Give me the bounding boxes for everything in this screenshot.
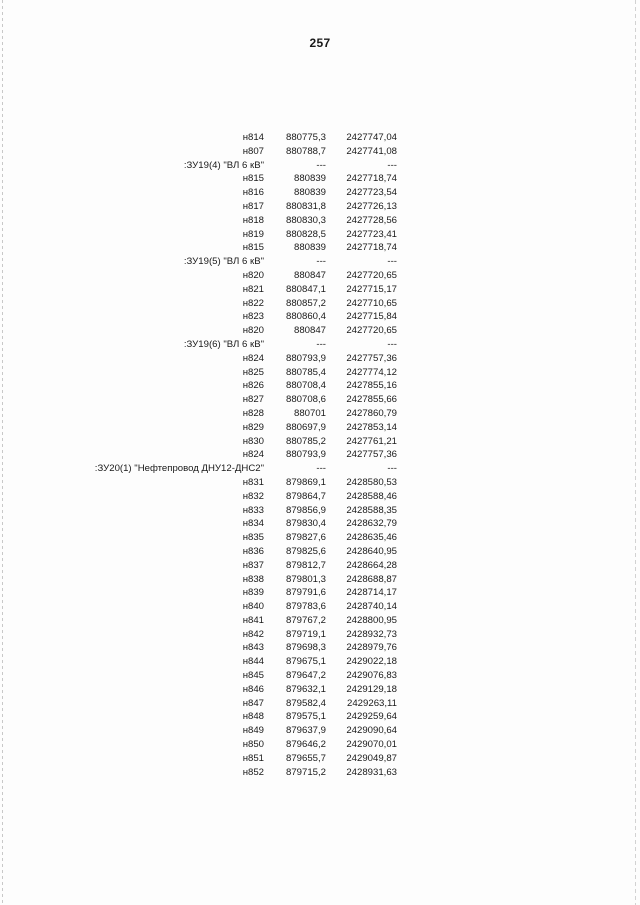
y-coordinate-cell: 2427757,36 <box>346 449 397 461</box>
y-coordinate-cell: 2428635,46 <box>346 532 397 544</box>
y-coordinate-cell: 2427757,36 <box>346 352 397 364</box>
table-row <box>80 366 397 380</box>
y-coordinate-cell: 2428588,35 <box>346 504 397 516</box>
x-coordinate-cell: 879767,2 <box>285 614 326 626</box>
y-coordinate-cell: --- <box>387 159 397 171</box>
x-coordinate-cell: 879632,1 <box>285 683 326 695</box>
y-coordinate-cell: 2428640,95 <box>346 545 397 557</box>
x-coordinate-cell: 879655,7 <box>285 752 326 764</box>
point-name-cell: н824 <box>242 449 264 461</box>
x-coordinate-cell: 880775,3 <box>285 132 326 143</box>
x-coordinate-cell: 880860,4 <box>285 311 326 323</box>
point-name-cell: н849 <box>242 725 264 737</box>
x-coordinate-cell: 879825,6 <box>285 545 326 557</box>
y-coordinate-cell: 2427710,65 <box>346 297 397 309</box>
x-coordinate-cell: 880785,2 <box>285 435 326 447</box>
x-coordinate-cell: 880788,7 <box>285 145 326 157</box>
point-name-cell: н839 <box>242 587 264 599</box>
point-name-cell: н836 <box>242 545 264 557</box>
x-coordinate-cell: 879675,1 <box>285 656 326 668</box>
y-coordinate-cell: 2427720,65 <box>346 325 397 337</box>
x-coordinate-cell: 880708,4 <box>285 380 326 392</box>
table-row <box>80 269 397 283</box>
table-row <box>80 517 397 531</box>
y-coordinate-cell: 2427855,16 <box>346 380 397 392</box>
table-row <box>80 283 397 297</box>
table-row <box>80 131 397 145</box>
y-coordinate-cell: 2427853,14 <box>346 421 397 433</box>
point-name-cell: н832 <box>242 490 264 502</box>
table-row <box>80 214 397 228</box>
y-coordinate-cell: --- <box>387 256 397 268</box>
table-row <box>80 766 397 780</box>
x-coordinate-cell: 879791,6 <box>285 587 326 599</box>
y-coordinate-cell: 2428588,46 <box>346 490 397 502</box>
table-row <box>80 641 397 655</box>
x-coordinate-cell: --- <box>316 463 326 475</box>
point-name-cell: н825 <box>242 366 264 378</box>
point-name-cell: н815 <box>242 173 264 185</box>
table-row <box>80 600 397 614</box>
point-name-cell: н819 <box>242 228 264 240</box>
y-coordinate-cell: 2429076,83 <box>346 670 397 682</box>
y-coordinate-cell: 2427718,74 <box>346 173 397 185</box>
scan-edge-left <box>2 0 3 905</box>
point-name-cell: н822 <box>242 297 264 309</box>
point-name-cell: н838 <box>242 573 264 585</box>
coordinates-table-body <box>80 131 397 779</box>
point-name-cell: н850 <box>242 739 264 751</box>
y-coordinate-cell: 2429129,18 <box>346 683 397 695</box>
point-name-cell: н807 <box>242 145 264 157</box>
table-row <box>80 172 397 186</box>
y-coordinate-cell: 2429090,64 <box>346 725 397 737</box>
x-coordinate-cell: 879582,4 <box>285 697 326 709</box>
point-name-cell: :ЗУ20(1) "Нефтепровод ДНУ12-ДНС2" <box>94 463 264 475</box>
x-coordinate-cell: 879783,6 <box>285 601 326 613</box>
point-name-cell: н848 <box>242 711 264 723</box>
y-coordinate-cell: 2428800,95 <box>346 614 397 626</box>
y-coordinate-cell: 2429049,87 <box>346 752 397 764</box>
x-coordinate-cell: 879647,2 <box>285 670 326 682</box>
y-coordinate-cell: 2427720,65 <box>346 269 397 281</box>
x-coordinate-cell: 879575,1 <box>285 711 326 723</box>
x-coordinate-cell: 879801,3 <box>285 573 326 585</box>
y-coordinate-cell: 2427855,66 <box>346 394 397 406</box>
y-coordinate-cell: 2427747,04 <box>346 132 397 143</box>
x-coordinate-cell: 880839 <box>293 242 326 254</box>
point-name-cell: н833 <box>242 504 264 516</box>
table-row <box>80 724 397 738</box>
x-coordinate-cell: 880828,5 <box>285 228 326 240</box>
table-row <box>80 352 397 366</box>
y-coordinate-cell: 2427726,13 <box>346 200 397 212</box>
point-name-cell: н851 <box>242 752 264 764</box>
table-row <box>80 710 397 724</box>
table-row <box>80 462 397 476</box>
x-coordinate-cell: 880847 <box>293 325 326 337</box>
y-coordinate-cell: 2429070,01 <box>346 739 397 751</box>
table-row <box>80 407 397 421</box>
x-coordinate-cell: 880857,2 <box>285 297 326 309</box>
point-name-cell: н845 <box>242 670 264 682</box>
point-name-cell: н846 <box>242 683 264 695</box>
table-row <box>80 628 397 642</box>
y-coordinate-cell: 2427741,08 <box>346 145 397 157</box>
x-coordinate-cell: 879856,9 <box>285 504 326 516</box>
point-name-cell: н820 <box>242 269 264 281</box>
y-coordinate-cell: 2428714,17 <box>346 587 397 599</box>
table-row <box>80 504 397 518</box>
point-name-cell: н847 <box>242 697 264 709</box>
table-row <box>80 752 397 766</box>
point-name-cell: :ЗУ19(5) "ВЛ 6 кВ" <box>183 256 264 268</box>
x-coordinate-cell: 880793,9 <box>285 449 326 461</box>
x-coordinate-cell: 880847,1 <box>285 283 326 295</box>
y-coordinate-cell: 2428580,53 <box>346 476 397 488</box>
table-row <box>80 697 397 711</box>
table-row <box>80 545 397 559</box>
y-coordinate-cell: --- <box>387 463 397 475</box>
point-name-cell: н843 <box>242 642 264 654</box>
point-name-cell: н840 <box>242 601 264 613</box>
table-row <box>80 655 397 669</box>
table-row <box>80 559 397 573</box>
y-coordinate-cell: 2428688,87 <box>346 573 397 585</box>
table-row <box>80 435 397 449</box>
y-coordinate-cell: 2427860,79 <box>346 407 397 419</box>
y-coordinate-cell: 2427728,56 <box>346 214 397 226</box>
point-name-cell: н829 <box>242 421 264 433</box>
x-coordinate-cell: 880831,8 <box>285 200 326 212</box>
y-coordinate-cell: --- <box>387 338 397 350</box>
table-row <box>80 255 397 269</box>
point-name-cell: н823 <box>242 311 264 323</box>
table-row <box>80 421 397 435</box>
point-name-cell: н821 <box>242 283 264 295</box>
x-coordinate-cell: 880839 <box>293 187 326 199</box>
x-coordinate-cell: 880697,9 <box>285 421 326 433</box>
x-coordinate-cell: 879698,3 <box>285 642 326 654</box>
x-coordinate-cell: 879827,6 <box>285 532 326 544</box>
y-coordinate-cell: 2428931,63 <box>346 766 397 778</box>
x-coordinate-cell: 880847 <box>293 269 326 281</box>
table-row <box>80 310 397 324</box>
point-name-cell: н820 <box>242 325 264 337</box>
table-row <box>80 186 397 200</box>
point-name-cell: н852 <box>242 766 264 778</box>
y-coordinate-cell: 2429263,11 <box>347 697 397 709</box>
table-row <box>80 338 397 352</box>
point-name-cell: н828 <box>242 407 264 419</box>
y-coordinate-cell: 2428740,14 <box>346 601 397 613</box>
point-name-cell: н814 <box>242 132 264 143</box>
coordinates-table <box>80 131 397 779</box>
x-coordinate-cell: --- <box>316 256 326 268</box>
y-coordinate-cell: 2427715,84 <box>346 311 397 323</box>
table-row <box>80 241 397 255</box>
point-name-cell: н818 <box>242 214 264 226</box>
table-row <box>80 476 397 490</box>
x-coordinate-cell: 880701 <box>293 407 326 419</box>
x-coordinate-cell: 880830,3 <box>285 214 326 226</box>
point-name-cell: н835 <box>242 532 264 544</box>
point-name-cell: н817 <box>242 200 264 212</box>
point-name-cell: :ЗУ19(6) "ВЛ 6 кВ" <box>183 338 264 350</box>
table-row <box>80 159 397 173</box>
table-row <box>80 531 397 545</box>
point-name-cell: н815 <box>242 242 264 254</box>
table-row <box>80 490 397 504</box>
table-row <box>80 614 397 628</box>
table-row <box>80 448 397 462</box>
x-coordinate-cell: --- <box>316 159 326 171</box>
table-row <box>80 145 397 159</box>
table-row <box>80 669 397 683</box>
table-row <box>80 586 397 600</box>
point-name-cell: н837 <box>242 559 264 571</box>
x-coordinate-cell: 879715,2 <box>285 766 326 778</box>
page-number: 257 <box>309 36 331 50</box>
table-row <box>80 573 397 587</box>
point-name-cell: н834 <box>242 518 264 530</box>
y-coordinate-cell: 2429022,18 <box>346 656 397 668</box>
y-coordinate-cell: 2428932,73 <box>346 628 397 640</box>
x-coordinate-cell: 879812,7 <box>285 559 326 571</box>
y-coordinate-cell: 2428979,76 <box>346 642 397 654</box>
table-row <box>80 683 397 697</box>
x-coordinate-cell: --- <box>316 338 326 350</box>
x-coordinate-cell: 879830,4 <box>285 518 326 530</box>
point-name-cell: :ЗУ19(4) "ВЛ 6 кВ" <box>183 159 264 171</box>
point-name-cell: н830 <box>242 435 264 447</box>
table-row <box>80 738 397 752</box>
x-coordinate-cell: 880785,4 <box>285 366 326 378</box>
y-coordinate-cell: 2427761,21 <box>346 435 397 447</box>
y-coordinate-cell: 2428664,28 <box>346 559 397 571</box>
table-row <box>80 393 397 407</box>
x-coordinate-cell: 879869,1 <box>285 476 326 488</box>
y-coordinate-cell: 2429259,64 <box>346 711 397 723</box>
y-coordinate-cell: 2427718,74 <box>346 242 397 254</box>
y-coordinate-cell: 2427774,12 <box>346 366 397 378</box>
point-name-cell: н842 <box>242 628 264 640</box>
scan-edge-right <box>635 0 636 905</box>
y-coordinate-cell: 2427723,41 <box>346 228 397 240</box>
table-row <box>80 200 397 214</box>
point-name-cell: н844 <box>242 656 264 668</box>
point-name-cell: н826 <box>242 380 264 392</box>
table-row <box>80 297 397 311</box>
y-coordinate-cell: 2428632,79 <box>346 518 397 530</box>
x-coordinate-cell: 879719,1 <box>285 628 326 640</box>
y-coordinate-cell: 2427715,17 <box>346 283 397 295</box>
x-coordinate-cell: 879646,2 <box>285 739 326 751</box>
table-row <box>80 228 397 242</box>
y-coordinate-cell: 2427723,54 <box>346 187 397 199</box>
x-coordinate-cell: 880839 <box>293 173 326 185</box>
x-coordinate-cell: 879637,9 <box>285 725 326 737</box>
point-name-cell: н816 <box>242 187 264 199</box>
x-coordinate-cell: 880793,9 <box>285 352 326 364</box>
table-row <box>80 324 397 338</box>
table-row <box>80 379 397 393</box>
x-coordinate-cell: 880708,6 <box>285 394 326 406</box>
point-name-cell: н827 <box>242 394 264 406</box>
x-coordinate-cell: 879864,7 <box>285 490 326 502</box>
point-name-cell: н841 <box>242 614 264 626</box>
point-name-cell: н824 <box>242 352 264 364</box>
point-name-cell: н831 <box>242 476 264 488</box>
